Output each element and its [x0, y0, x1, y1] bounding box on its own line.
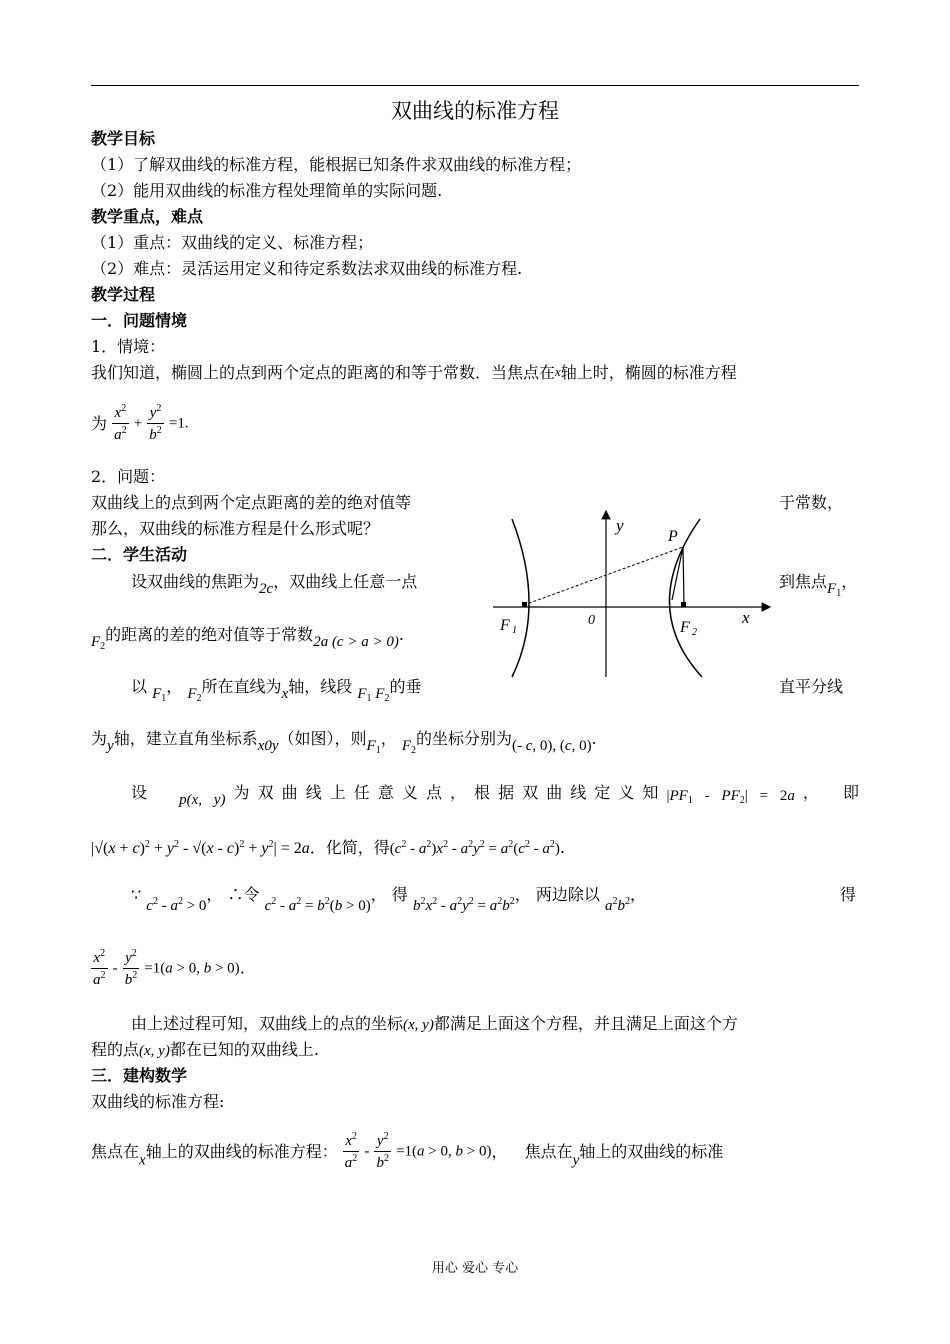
page-footer: 用心 爱心 专心 [431, 1261, 519, 1276]
label-p: P [668, 528, 678, 545]
text: 轴，建立直角坐标系 [113, 729, 258, 748]
process-heading: 教学过程 [91, 285, 156, 304]
hyperbola-left-branch [512, 519, 529, 677]
standard-equation-label: 双曲线的标准方程: [91, 1092, 225, 1111]
activity-line-7: ∵ $c^2 - a^2 > 0$， ∴令 $c^2 - a^2 = b^2(b > 0)$， 得 $b^2x^2 - a^2y^2 = a^2b^2$， 两边除以 $a^2b^2$， [131, 885, 646, 914]
part1-heading: 一．问题情境 [91, 311, 188, 330]
activity-line-3: 以 $F_1$， $F_2$所在直线为x轴，线段 $F_1$ $F_2$的垂 [131, 677, 422, 704]
text: 的垂 [389, 677, 422, 696]
text: 程的点 [91, 1040, 140, 1059]
text: ， 即 [794, 783, 859, 802]
standard-equation-line: 焦点在x轴上的双曲线的标准方程： $\frac{x^2}{a^2}$ - $\frac{y^2}{b^2}$ =1(a > 0, b > 0)， 焦点在y轴上的双曲线的标准 [91, 1131, 724, 1172]
text: 设 [131, 783, 156, 802]
text: 以 [131, 677, 148, 696]
text: 焦点在 [91, 1141, 140, 1161]
text: 轴上的双曲线的标准 [579, 1141, 724, 1161]
conclusion-line-2: 程的点(x, y)都在已知的双曲线上. [91, 1040, 319, 1059]
focus-f2-marker [681, 602, 686, 607]
because-symbol: ∵ [131, 885, 142, 904]
label-f1-sub: 1 [512, 625, 517, 636]
text: 的坐标分别为 [415, 729, 512, 748]
activity-line-1-right: 到焦点$F_1$， [779, 572, 858, 599]
text: 两边除以 [535, 885, 600, 904]
question-text-1a: 双曲线上的点到两个定点距离的差的绝对值等 [91, 493, 412, 512]
ellipse-equation-line: 为 $\frac{x^2}{a^2}$ + $\frac{y^2}{b^2}$ =1. [91, 403, 189, 444]
label-origin: 0 [588, 613, 595, 628]
activity-line-4: 为y轴，建立直角坐标系x0y（如图），则$F_1$， $F_2$的坐标分别为(- c, 0), (c, 0). [91, 729, 597, 756]
text: ∴令 [227, 885, 260, 904]
math-x: x [555, 364, 561, 379]
text: （如图），则 [278, 729, 367, 748]
activity-line-6: $|√(x + c)^2 + y^2 - √(x - c)^2 + y^2| = 2a$．化简，得$(c^2 - a^2)x^2 - a^2y^2 = a^2(c^2 - a^2)$. [91, 838, 565, 857]
label-f1: F [500, 617, 510, 634]
label-f2: F [680, 619, 690, 636]
key-point-1: （1）重点：双曲线的定义、标准方程； [91, 233, 374, 252]
text: 为 [91, 729, 108, 748]
label-x: x [742, 608, 750, 627]
ellipse-frac-x: $\frac{x^2}{a^2}$ [114, 403, 127, 444]
page-title: 双曲线的标准方程 [391, 99, 559, 123]
focus-f1-marker [522, 602, 527, 607]
text: 都在已知的双曲线上. [169, 1040, 319, 1059]
segment-pf1 [524, 547, 683, 605]
text: 轴上的双曲线的标准方程： [145, 1141, 338, 1161]
question-label: 2．问题： [91, 467, 166, 486]
situation-text [91, 365, 737, 381]
part3-heading: 三．建构数学 [91, 1066, 188, 1085]
question-text-2: 那么，双曲线的标准方程是什么形式呢？ [91, 519, 380, 538]
activity-line-2: $F_2$的距离的差的绝对值等于常数2a (c > a > 0). [91, 625, 404, 652]
label-y: y [616, 516, 624, 535]
text: ，双曲线上任意一点 [273, 572, 418, 591]
key-points-heading: 教学重点，难点 [91, 207, 204, 226]
situation-text-part: 我们知道，椭圆上的点到两个定点的距离的和等于常数．当焦点在 [91, 363, 556, 382]
text: 所在直线为 [201, 677, 282, 696]
text: 都满足上面这个方程，并且满足上面这个方 [433, 1014, 738, 1033]
text: 到焦点 [779, 572, 828, 591]
text: 的距离的差的绝对值等于常数 [105, 625, 314, 644]
goals-heading: 教学目标 [91, 129, 156, 148]
hyperbola-equation: $\frac{x^2}{a^2}$ - $\frac{y^2}{b^2}$ =1(a > 0, b > 0). [93, 948, 245, 989]
text: 轴，线段 [288, 677, 353, 696]
conclusion-line-1: 由上述过程可知，双曲线上的点的坐标(x, y)都满足上面这个方程，并且满足上面这个方 [131, 1014, 738, 1033]
activity-line-3-right: 直平分线 [779, 677, 844, 696]
label-f2-sub: 2 [692, 627, 697, 638]
header-rule [91, 85, 859, 86]
goal-item-2: （2）能用双曲线的标准方程处理简单的实际问题. [91, 181, 443, 200]
situation-label: 1．情境： [91, 337, 166, 356]
ellipse-frac-y: $\frac{y^2}{b^2}$ [149, 403, 162, 444]
text: 设双曲线的焦距为 [131, 572, 260, 591]
activity-line-7-de: 得 [840, 885, 857, 904]
text: 得 [391, 885, 408, 904]
question-text-1b: 于常数， [779, 493, 844, 512]
text: ．化简，得 [309, 838, 390, 857]
text: 为双曲线上任意义点，根据双曲线定义知 [225, 783, 667, 802]
segment-pf2 [683, 547, 684, 605]
wei-text: 为 [91, 413, 108, 433]
situation-text-part: 轴上时，椭圆的标准方程 [560, 363, 737, 382]
hyperbola-figure [488, 505, 778, 680]
text: 焦点在 [524, 1141, 573, 1161]
part2-heading: 二．学生活动 [91, 545, 188, 564]
goal-item-1: （1）了解双曲线的标准方程，能根据已知条件求双曲线的标准方程； [91, 155, 582, 174]
activity-line-1: 设双曲线的焦距为2c，双曲线上任意一点 [131, 572, 418, 597]
text: 由上述过程可知，双曲线上的点的坐标 [131, 1014, 404, 1033]
key-point-2: （2）难点：灵活运用定义和待定系数法求双曲线的标准方程. [91, 259, 523, 278]
activity-line-5: 设 p(x, y)为双曲线上任意义点，根据双曲线定义知$|PF_1 - PF_2| = 2a$， 即 [131, 783, 859, 808]
